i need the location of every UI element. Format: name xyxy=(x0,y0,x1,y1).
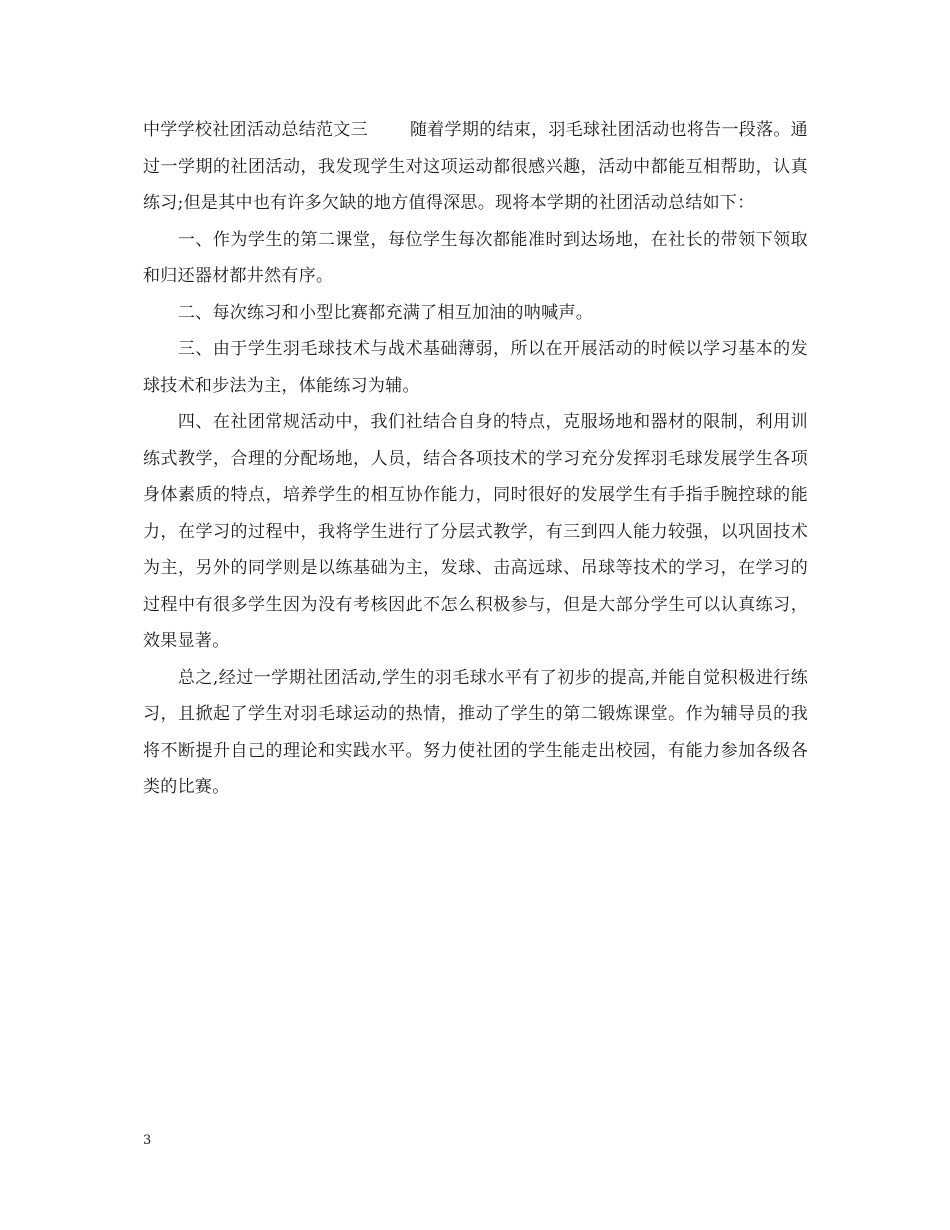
document-body xyxy=(143,112,808,806)
paragraph-5: 总之,经过一学期社团活动,学生的羽毛球水平有了初步的提高,并能自觉积极进行练习，且掀起了学生对羽毛球运动的热情，推动了学生的第二锻炼课堂。作为辅导员的我将不断提升自己的理论和实践水平。努力使社团的学生能走出校园，有能力参加各级各类的比赛。 xyxy=(143,667,808,797)
page-number: 3 xyxy=(143,1133,152,1148)
paragraph-2: 二、每次练习和小型比赛都充满了相互加油的呐喊声。 xyxy=(177,302,594,323)
intro-paragraph xyxy=(143,112,808,222)
intro-text: 随着学期的结束，羽毛球社团活动也将告一段落。通过一学期的社团活动，我发现学生对这项运动都很感兴趣，活动中都能互相帮助，认真练习;但是其中也有许多欠缺的地方值得深思。现将本学期的社团活动总结如下： xyxy=(143,120,808,213)
paragraph-4: 四、在社团常规活动中，我们社结合自身的特点，克服场地和器材的限制，利用训练式教学，合理的分配场地，人员，结合各项技术的学习充分发挥羽毛球发展学生各项身体素质的特点，培养学生的相互协作能力，同时很好的发展学生有手指手腕控球的能力，在学习的过程中，我将学生进行了分层式教学，有三到四人能力较强，以巩固技术为主，另外的同学则是以练基础为主，发球、击高远球、吊球等技术的学习，在学习的过程中有很多学生因为没有考核因此不怎么积极参与，但是大部分学生可以认真练习，效果显著。 xyxy=(143,412,808,651)
paragraph-1: 一、作为学生的第二课堂，每位学生每次都能准时到达场地，在社长的带领下领取和归还器材都井然有序。 xyxy=(143,229,808,286)
paragraph-3: 三、由于学生羽毛球技术与战术基础薄弱，所以在开展活动的时候以学习基本的发球技术和步法为主，体能练习为辅。 xyxy=(143,339,808,396)
document-title: 中学学校社团活动总结范文三 xyxy=(143,120,368,140)
